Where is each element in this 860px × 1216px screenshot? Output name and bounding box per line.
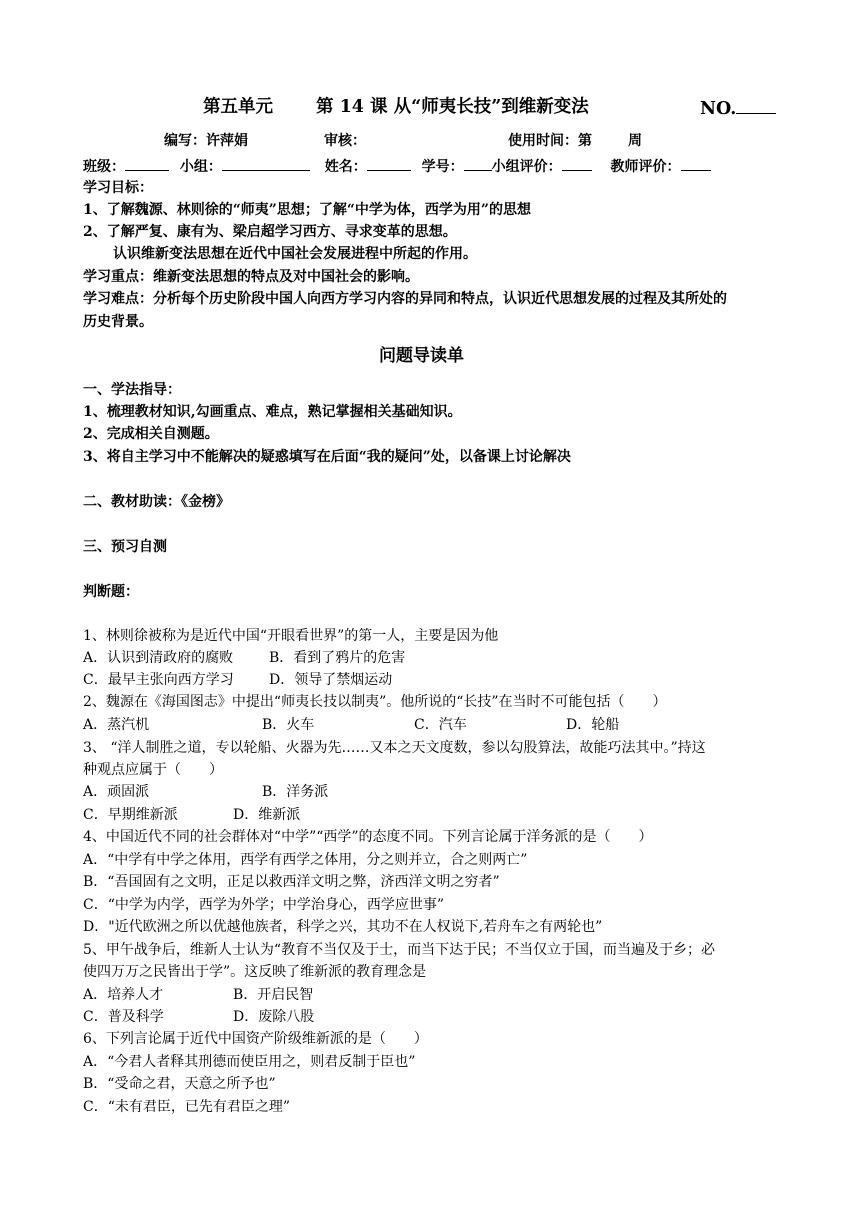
pretest-heading: 三、预习自测 xyxy=(83,539,167,555)
student-number-label: 学号： xyxy=(421,159,464,175)
objective-item: 1、了解魏源、林则徐的“师夷”思想；了解“中学为体，西学为用”的思想 xyxy=(83,202,531,218)
option-c[interactable]: C．普及科学 xyxy=(83,1009,164,1025)
group-label: 小组： xyxy=(179,159,222,175)
class-blank[interactable] xyxy=(125,156,169,171)
option-a[interactable]: A．蒸汽机 xyxy=(83,717,150,733)
teacher-eval-label: 教师评价： xyxy=(610,159,681,175)
method-item: 2、完成相关自测题。 xyxy=(83,426,219,442)
author-label: 编写：许萍娟 xyxy=(164,133,248,149)
option-b[interactable]: B．开启民智 xyxy=(233,987,314,1003)
option-c[interactable]: C．“中学为内学，西学为外学；中学治身心，西学应世事” xyxy=(83,897,445,913)
option-row xyxy=(83,1008,314,1026)
option-d[interactable]: D．轮船 xyxy=(566,717,620,733)
option-a[interactable]: A．顽固派 xyxy=(83,784,150,800)
reviewer-label: 审核： xyxy=(324,133,366,149)
guide-title: 问题导读单 xyxy=(379,346,464,366)
option-d[interactable]: D．废除八股 xyxy=(233,1009,315,1025)
option-d[interactable]: D．领导了禁烟运动 xyxy=(269,672,393,688)
difficulty-line-2: 历史背景。 xyxy=(83,314,153,330)
unit-label: 第五单元 xyxy=(203,97,273,117)
question-stem: 5、甲午战争后，维新人士认为“教育不当仅及于士，而当下达于民；不当仅立于国，而当遍及于乡；必 xyxy=(83,942,716,958)
option-b[interactable]: B．“吾国固有之文明，正足以救西洋文明之弊，济西洋文明之穷者” xyxy=(83,874,500,890)
question-stem: 3、 “洋人制胜之道，专以轮船、火器为先……又本之天文度数，参以勾股算法，故能巧法其中。”持这 xyxy=(83,740,706,756)
week-label: 周 xyxy=(628,133,642,149)
option-row xyxy=(83,716,619,734)
use-time-label: 使用时间：第 xyxy=(508,133,592,149)
group-eval-blank[interactable] xyxy=(562,156,592,171)
method-item: 1、梳理教材知识,勾画重点、难点，熟记掌握相关基础知识。 xyxy=(83,404,462,420)
textbook-heading: 二、教材助读：《金榜》 xyxy=(83,494,230,510)
number-label: NO. xyxy=(700,99,737,119)
option-b[interactable]: B．洋务派 xyxy=(262,784,329,800)
option-d[interactable]: D．"近代欧洲之所以优越他族者，科学之兴，其功不在人权说下,若舟车之有两轮也” xyxy=(83,919,603,935)
group-blank[interactable] xyxy=(222,156,310,171)
judge-heading: 判断题： xyxy=(83,584,139,600)
option-a[interactable]: A．“中学有中学之体用，西学有西学之体用，分之则并立，合之则两亡” xyxy=(83,852,528,868)
option-a[interactable]: A．“今君人者释其刑德而使臣用之，则君反制于臣也” xyxy=(83,1054,416,1070)
name-label: 姓名： xyxy=(324,159,367,175)
question-stem: 种观点应属于（ ） xyxy=(83,762,223,778)
objective-item: 认识维新变法思想在近代中国社会发展进程中所起的作用。 xyxy=(113,246,477,262)
option-b[interactable]: B．火车 xyxy=(262,717,315,733)
option-a[interactable]: A．培养人才 xyxy=(83,987,164,1003)
option-a[interactable]: A．认识到清政府的腐败 xyxy=(83,650,234,666)
option-d[interactable]: D．维新派 xyxy=(233,807,301,823)
difficulty-line-1: 学习难点：分析每个历史阶段中国人向西方学习内容的异同和特点，认识近代思想发展的过程及其所处的 xyxy=(83,291,727,307)
number-blank[interactable] xyxy=(736,96,776,114)
question-stem: 6、下列言论属于近代中国资产阶级维新派的是（ ） xyxy=(83,1031,428,1047)
teacher-eval-blank[interactable] xyxy=(681,156,711,171)
option-row xyxy=(83,986,313,1004)
group-eval-label: 小组评价： xyxy=(491,159,562,175)
student-number-blank[interactable] xyxy=(464,156,492,171)
lesson-title: 第 14 课 从“师夷长技”到维新变法 xyxy=(316,97,589,117)
objectives-heading: 学习目标： xyxy=(83,180,153,196)
student-info-row xyxy=(83,156,711,176)
method-heading: 一、学法指导： xyxy=(83,382,181,398)
key-point: 学习重点：维新变法思想的特点及对中国社会的影响。 xyxy=(83,269,419,285)
option-row xyxy=(83,806,300,824)
number-field xyxy=(700,96,776,120)
option-row xyxy=(83,671,392,689)
option-b[interactable]: B．看到了鸦片的危害 xyxy=(269,650,406,666)
option-c[interactable]: C．“未有君臣，已先有君臣之理” xyxy=(83,1099,291,1115)
method-item: 3、将自主学习中不能解决的疑惑填写在后面“我的疑问”处，以备课上讨论解决 xyxy=(83,449,571,465)
option-c[interactable]: C．汽车 xyxy=(414,717,467,733)
option-c[interactable]: C．最早主张向西方学习 xyxy=(83,672,234,688)
question-stem: 4、中国近代不同的社会群体对“中学”“西学”的态度不同。下列言论属于洋务派的是（ ） xyxy=(83,829,653,845)
name-blank[interactable] xyxy=(367,156,411,171)
option-row xyxy=(83,649,405,667)
option-row xyxy=(83,783,328,801)
option-b[interactable]: B．“受命之君，天意之所予也” xyxy=(83,1076,276,1092)
question-stem: 1、林则徐被称为是近代中国“开眼看世界”的第一人，主要是因为他 xyxy=(83,628,499,644)
objective-item: 2、了解严复、康有为、梁启超学习西方、寻求变革的思想。 xyxy=(83,224,457,240)
option-c[interactable]: C．早期维新派 xyxy=(83,807,178,823)
class-label: 班级： xyxy=(83,159,125,175)
question-stem: 使四万万之民皆出于学”。这反映了维新派的教育理念是 xyxy=(83,964,427,980)
question-stem: 2、魏源在《海国图志》中提出“师夷长技以制夷”。他所说的“长技”在当时不可能包括（ ） xyxy=(83,694,667,710)
